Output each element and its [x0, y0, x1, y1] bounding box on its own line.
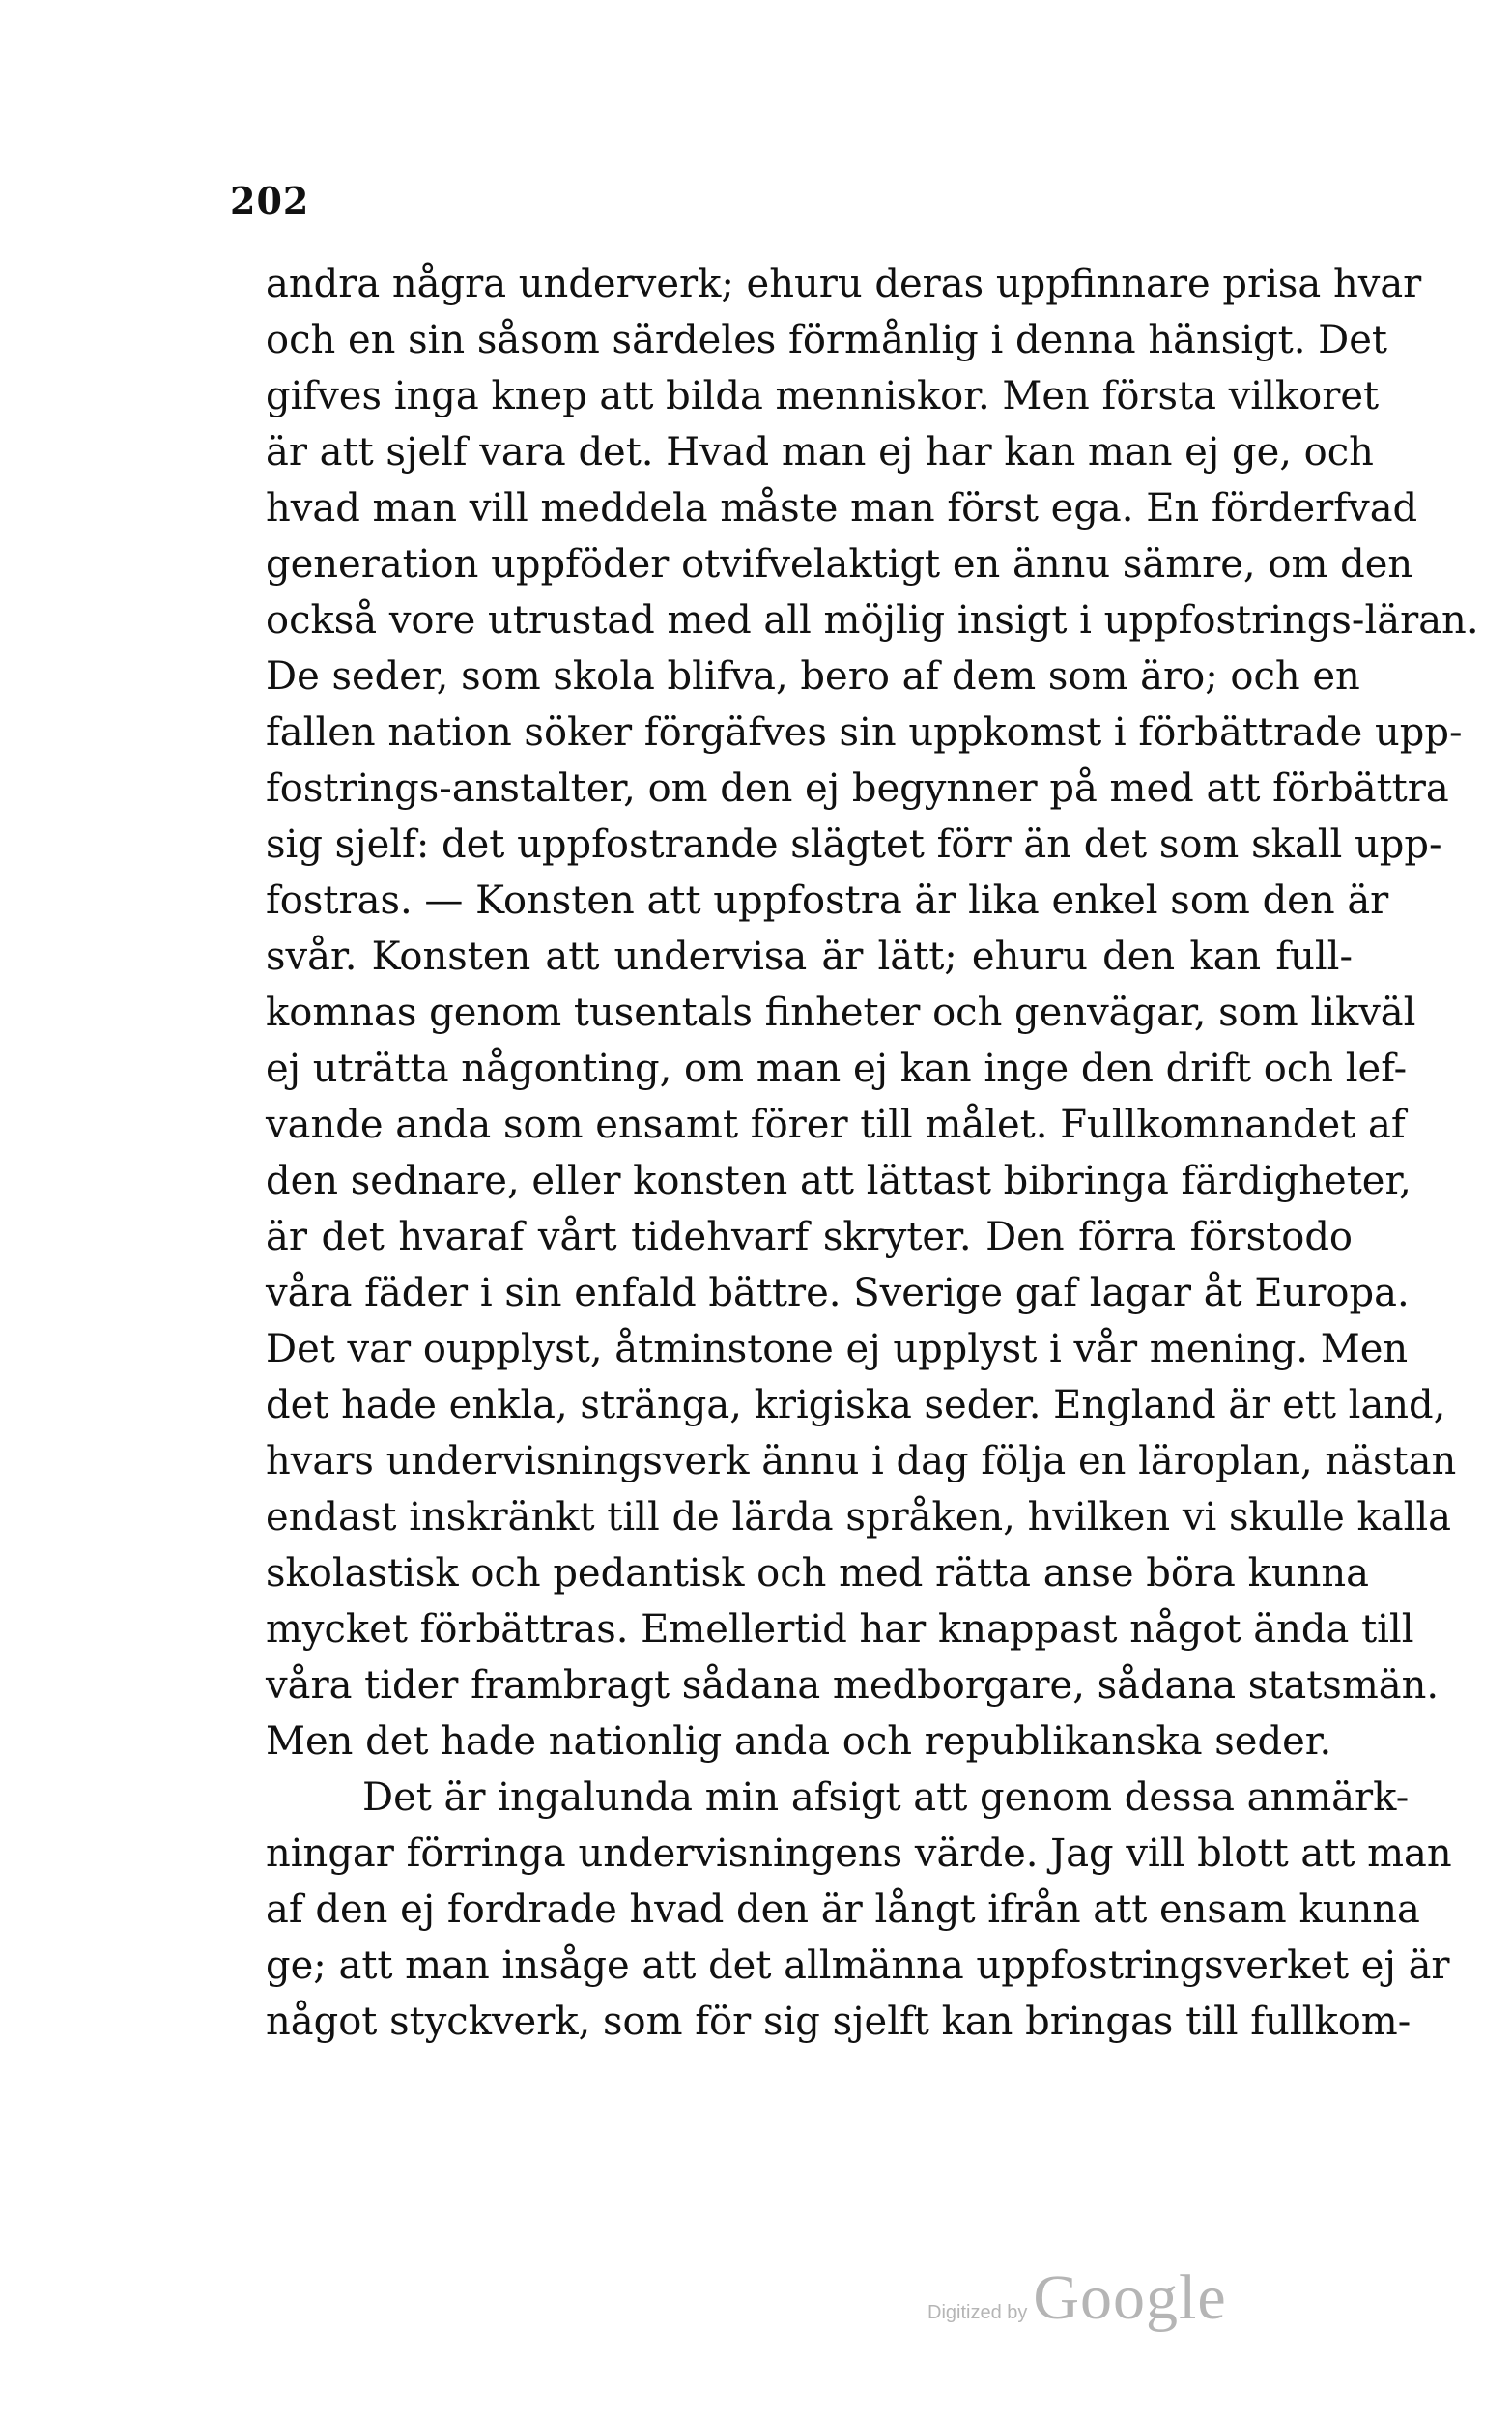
- text-line: våra fäder i sin enfald bättre. Sverige gaf lagar åt Europa.: [266, 1271, 1410, 1315]
- google-logo: Google: [1033, 2262, 1227, 2333]
- text-line: fostras. — Konsten att uppfostra är lika enkel som den är: [266, 878, 1389, 923]
- text-line: Det är ingalunda min afsigt att genom dessa anmärk-: [362, 1775, 1410, 1820]
- text-line: fallen nation söker förgäfves sin uppkomst i förbättrade upp-: [266, 710, 1463, 755]
- text-line: det hade enkla, stränga, krigiska seder. England är ett land,: [266, 1383, 1446, 1427]
- text-line: generation uppföder otvifvelaktigt en ännu sämre, om den: [266, 542, 1413, 587]
- text-line: något styckverk, som för sig sjelft kan bringas till fullkom-: [266, 2000, 1412, 2044]
- text-line: också vore utrustad med all möjlig insigt i uppfostrings-läran.: [266, 598, 1479, 643]
- text-line: och en sin såsom särdeles förmånlig i denna hänsigt. Det: [266, 318, 1387, 362]
- text-line: våra tider frambragt sådana medborgare, sådana statsmän.: [266, 1663, 1440, 1708]
- text-line: sig sjelf: det uppfostrande slägtet förr än det som skall upp-: [266, 822, 1442, 867]
- text-line: ej uträtta någonting, om man ej kan inge den drift och lef-: [266, 1047, 1408, 1091]
- text-line: fostrings-anstalter, om den ej begynner på med att förbättra: [266, 766, 1449, 811]
- text-line: mycket förbättras. Emellertid har knappast något ända till: [266, 1607, 1414, 1652]
- text-line: hvars undervisningsverk ännu i dag följa en läroplan, nästan: [266, 1439, 1457, 1483]
- text-line: af den ej fordrade hvad den är långt ifrån att ensam kunna: [266, 1887, 1420, 1932]
- text-line: endast inskränkt till de lärda språken, hvilken vi skulle kalla: [266, 1495, 1452, 1540]
- text-line: är det hvaraf vårt tidehvarf skryter. Den förra förstodo: [266, 1215, 1353, 1259]
- text-line: skolastisk och pedantisk och med rätta anse böra kunna: [266, 1551, 1369, 1596]
- page-number: 202: [230, 179, 310, 222]
- text-line: Det var oupplyst, åtminstone ej upplyst i vår mening. Men: [266, 1327, 1409, 1371]
- text-line: Men det hade nationlig anda och republikanska seder.: [266, 1719, 1332, 1764]
- text-line: är att sjelf vara det. Hvad man ej har kan man ej ge, och: [266, 430, 1374, 475]
- paragraph-1: [266, 256, 1479, 1770]
- text-line: andra några underverk; ehuru deras uppfinnare prisa hvar: [266, 262, 1422, 306]
- text-line: svår. Konsten att undervisa är lätt; ehuru den kan full-: [266, 935, 1353, 979]
- text-line: hvad man vill meddela måste man först ega. En förderfvad: [266, 486, 1418, 531]
- text-line: vande anda som ensamt förer till målet. Fullkomnandet af: [266, 1103, 1406, 1147]
- text-line: De seder, som skola blifva, bero af dem som äro; och en: [266, 654, 1360, 699]
- digitized-watermark: [927, 2261, 1227, 2335]
- paragraph-2: [266, 1770, 1452, 2050]
- text-line: den sednare, eller konsten att lättast bibringa färdigheter,: [266, 1159, 1412, 1203]
- body-text: [266, 256, 1479, 2050]
- watermark-prefix: Digitized by: [927, 2302, 1028, 2323]
- text-line: gifves inga knep att bilda menniskor. Men första vilkoret: [266, 374, 1380, 418]
- text-line: ningar förringa undervisningens värde. Jag vill blott att man: [266, 1831, 1452, 1876]
- text-line: ge; att man insåge att det allmänna uppfostringsverket ej är: [266, 1943, 1450, 1988]
- text-line: komnas genom tusentals finheter och genvägar, som likväl: [266, 991, 1416, 1035]
